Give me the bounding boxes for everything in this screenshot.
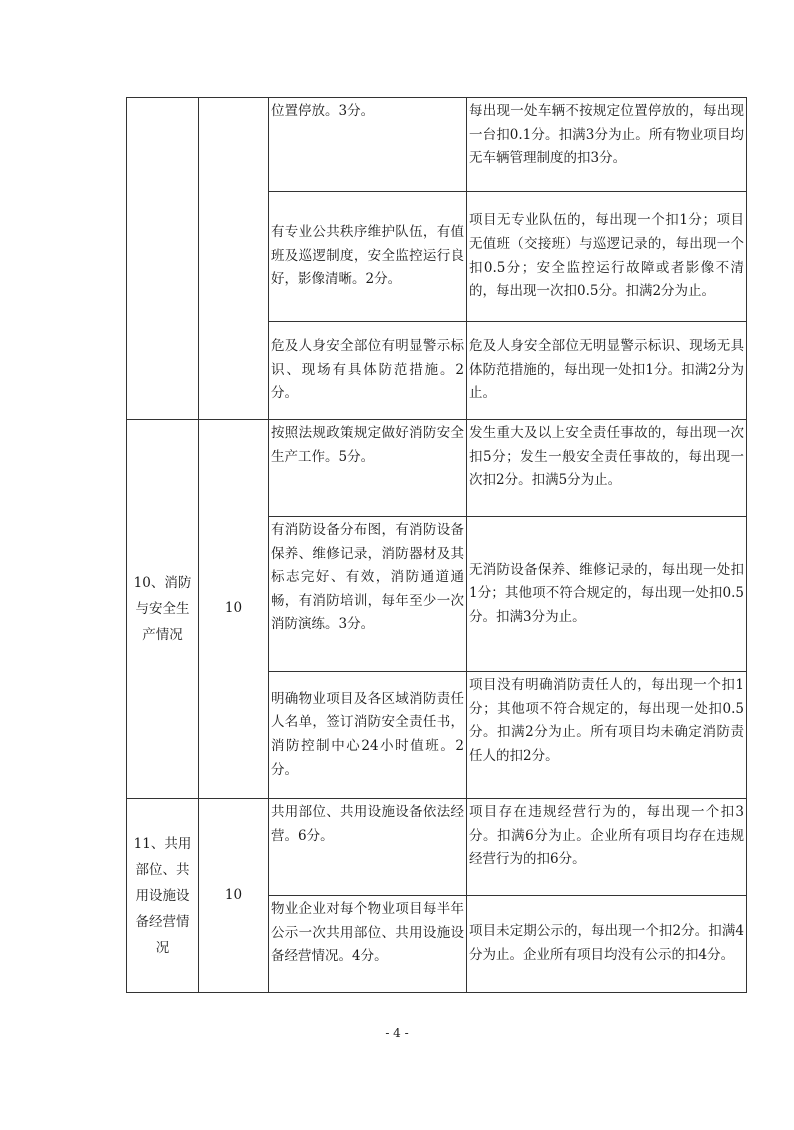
- rule-cell: 项目未定期公示的，每出现一个扣2分。扣满4分为止。企业所有项目均没有公示的扣4分。: [467, 896, 747, 993]
- evaluation-table: [126, 97, 747, 993]
- score-cell: 10: [199, 420, 269, 799]
- page-number: - 4 -: [385, 1026, 409, 1040]
- content-cell: 按照法规政策规定做好消防安全生产工作。5分。: [269, 420, 467, 517]
- rule-cell: 项目存在违规经营行为的，每出现一个扣3分。扣满6分为止。企业所有项目均存在违规经营行为的扣6分。: [467, 799, 747, 896]
- content-cell: 危及人身安全部位有明显警示标识、现场有具体防范措施。2分。: [269, 322, 467, 420]
- content-cell: 有专业公共秩序维护队伍，有值班及巡逻制度，安全监控运行良好，影像清晰。2分。: [269, 192, 467, 322]
- score-cell: [199, 98, 269, 420]
- category-cell: [127, 98, 199, 420]
- table-row: [127, 98, 747, 192]
- category-cell: 10、消防与安全生产情况: [127, 420, 199, 799]
- rule-cell: 每出现一处车辆不按规定位置停放的，每出现一台扣0.1分。扣满3分为止。所有物业项目均无车辆管理制度的扣3分。: [467, 98, 747, 192]
- table-row: [127, 799, 747, 896]
- category-cell: 11、共用部位、共用设施设备经营情况: [127, 799, 199, 993]
- content-cell: 有消防设备分布图，有消防设备保养、维修记录，消防器材及其标志完好、有效，消防通道通畅，有消防培训，每年至少一次消防演练。3分。: [269, 517, 467, 672]
- content-cell: 位置停放。3分。: [269, 98, 467, 192]
- rule-cell: 危及人身安全部位无明显警示标识、现场无具体防范措施的，每出现一处扣1分。扣满2分为止。: [467, 322, 747, 420]
- content-cell: 物业企业对每个物业项目每半年公示一次共用部位、共用设施设备经营情况。4分。: [269, 896, 467, 993]
- score-cell: 10: [199, 799, 269, 993]
- rule-cell: 项目没有明确消防责任人的，每出现一个扣1分；其他项不符合规定的，每出现一处扣0.5分。扣满2分为止。所有项目均未确定消防责任人的扣2分。: [467, 672, 747, 799]
- content-cell: 明确物业项目及各区域消防责任人名单，签订消防安全责任书，消防控制中心24小时值班。2分。: [269, 672, 467, 799]
- rule-cell: 项目无专业队伍的，每出现一个扣1分；项目无值班（交接班）与巡逻记录的，每出现一个扣0.5分；安全监控运行故障或者影像不清的，每出现一次扣0.5分。扣满2分为止。: [467, 192, 747, 322]
- rule-cell: 发生重大及以上安全责任事故的，每出现一次扣5分；发生一般安全责任事故的，每出现一次扣2分。扣满5分为止。: [467, 420, 747, 517]
- table-row: [127, 420, 747, 517]
- content-cell: 共用部位、共用设施设备依法经营。6分。: [269, 799, 467, 896]
- rule-cell: 无消防设备保养、维修记录的，每出现一处扣1分；其他项不符合规定的，每出现一处扣0.5分。扣满3分为止。: [467, 517, 747, 672]
